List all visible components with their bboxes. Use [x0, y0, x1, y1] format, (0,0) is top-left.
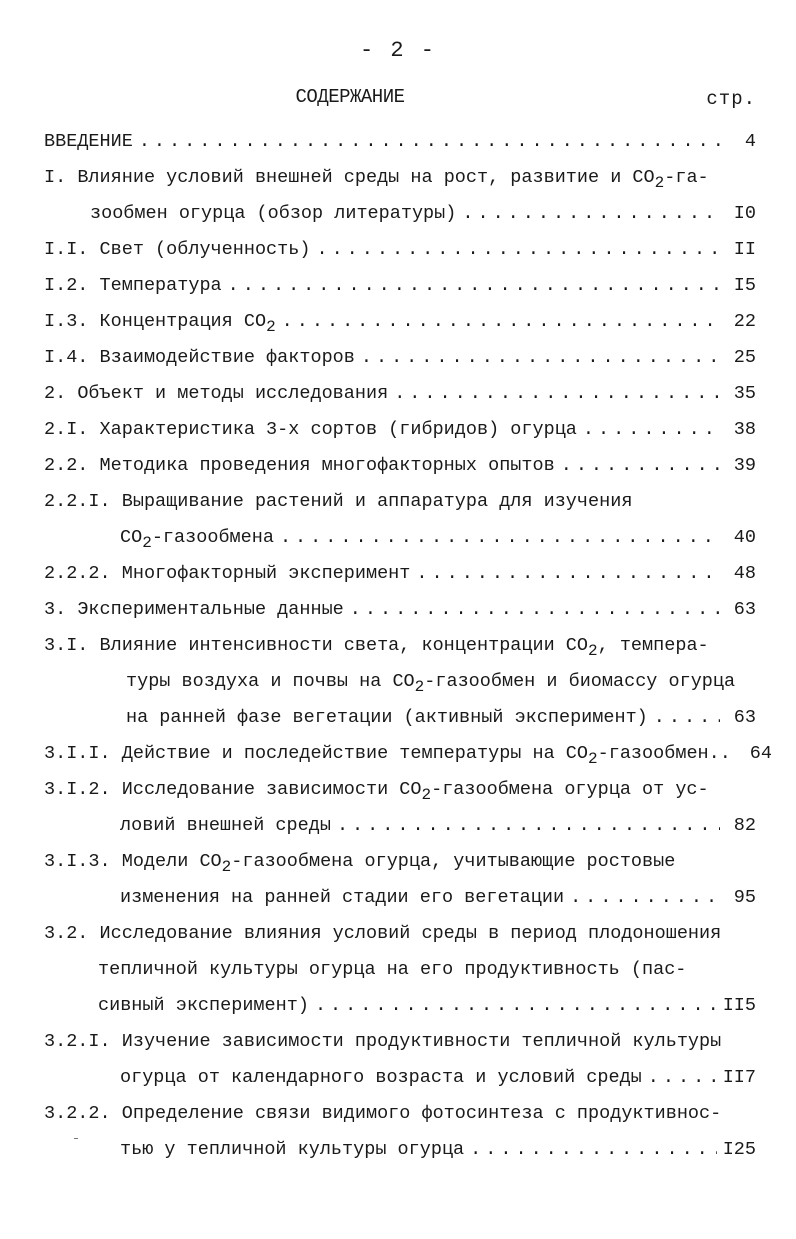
toc-entry-3-1-1[interactable]: 3.I.I. Действие и последействие температуры на $CO_2$-газообмен.. 64: [44, 743, 772, 768]
scan-mark: [74, 1138, 78, 1139]
toc-entry-3-2-2[interactable]: 3.2.2. Определение связи видимого фотосинтеза с продуктивнос-: [44, 1103, 722, 1124]
page-number: - 2 -: [359, 38, 436, 63]
toc-entry-1-4[interactable]: I.4. Взаимодействие факторов ..... 25: [44, 344, 756, 372]
toc-entry-1-2[interactable]: I.2. Температура ..... I5: [44, 272, 756, 300]
toc-entry-1-3[interactable]: I.3. Концентрация $CO_2$ ..... 22: [44, 308, 756, 336]
toc-entry-2-2[interactable]: 2.2. Методика проведения многофакторных опытов ..... 39: [44, 452, 756, 480]
toc-entry-3-2-2-cont[interactable]: тью у тепличной культуры огурца ..... I25: [120, 1136, 756, 1164]
toc-entry-3-1-cont2[interactable]: на ранней фазе вегетации (активный эксперимент) ..... 63: [126, 704, 756, 732]
toc-entry-3-2-cont2[interactable]: сивный эксперимент) ..... II5: [98, 992, 756, 1020]
toc-entry-3-1-2[interactable]: 3.I.2. Исследование зависимости $CO_2$-газообмена огурца от ус-: [44, 779, 709, 804]
toc-entry-1-cont[interactable]: зообмен огурца (обзор литературы) ..... I0: [90, 200, 756, 228]
toc-title: СОДЕРЖАНИЕ: [295, 86, 405, 108]
toc-entry-1[interactable]: I. Влияние условий внешней среды на рост, развитие и $CO_2-га-$: [44, 167, 709, 192]
toc-entry-3-1-3-cont[interactable]: изменения на ранней стадии его вегетации ..... 95: [120, 884, 756, 912]
toc-entry-3-1-3[interactable]: 3.I.3. Модели $CO_2$-газообмена огурца, учитывающие ростовые: [44, 851, 676, 876]
page-column-label: стр.: [706, 88, 756, 110]
toc-entry-3-1-cont[interactable]: туры воздуха и почвы на $CO_2$-газообмен и биомассу огурца: [126, 671, 736, 696]
toc-entry-2-2-2[interactable]: 2.2.2. Многофакторный эксперимент ..... 48: [44, 560, 756, 588]
toc-entry-3-2[interactable]: 3.2. Исследование влияния условий среды в период плодоношения: [44, 923, 722, 944]
toc-entry-3-2-1[interactable]: 3.2.I. Изучение зависимости продуктивности тепличной культуры: [44, 1031, 722, 1052]
toc-entry-2[interactable]: 2. Объект и методы исследования ..... 35: [44, 380, 756, 408]
toc-entry-2-2-1[interactable]: 2.2.I. Выращивание растений и аппаратура для изучения: [44, 491, 633, 512]
toc-entry-2-1[interactable]: 2.I. Характеристика 3-х сортов (гибридов) огурца ..... 38: [44, 416, 756, 444]
toc-entry-intro[interactable]: ВВЕДЕНИЕ ..... 4: [44, 128, 756, 156]
toc-entry-2-2-1-cont[interactable]: $CO_2$-газообмена ..... 40: [120, 524, 756, 552]
toc-entry-1-1[interactable]: I.I. Свет (облученность) ..... II: [44, 236, 756, 264]
toc-entry-3[interactable]: 3. Экспериментальные данные ..... 63: [44, 596, 756, 624]
toc-entry-3-2-cont[interactable]: тепличной культуры огурца на его продуктивность (пас-: [98, 959, 687, 980]
toc-entry-3-1-2-cont[interactable]: ловий внешней среды ..... 82: [120, 812, 756, 840]
toc-entry-3-2-1-cont[interactable]: огурца от календарного возраста и условий среды ..... II7: [120, 1064, 756, 1092]
toc-entry-3-1[interactable]: 3.I. Влияние интенсивности света, концентрации $CO_2$, темпера-: [44, 635, 709, 660]
